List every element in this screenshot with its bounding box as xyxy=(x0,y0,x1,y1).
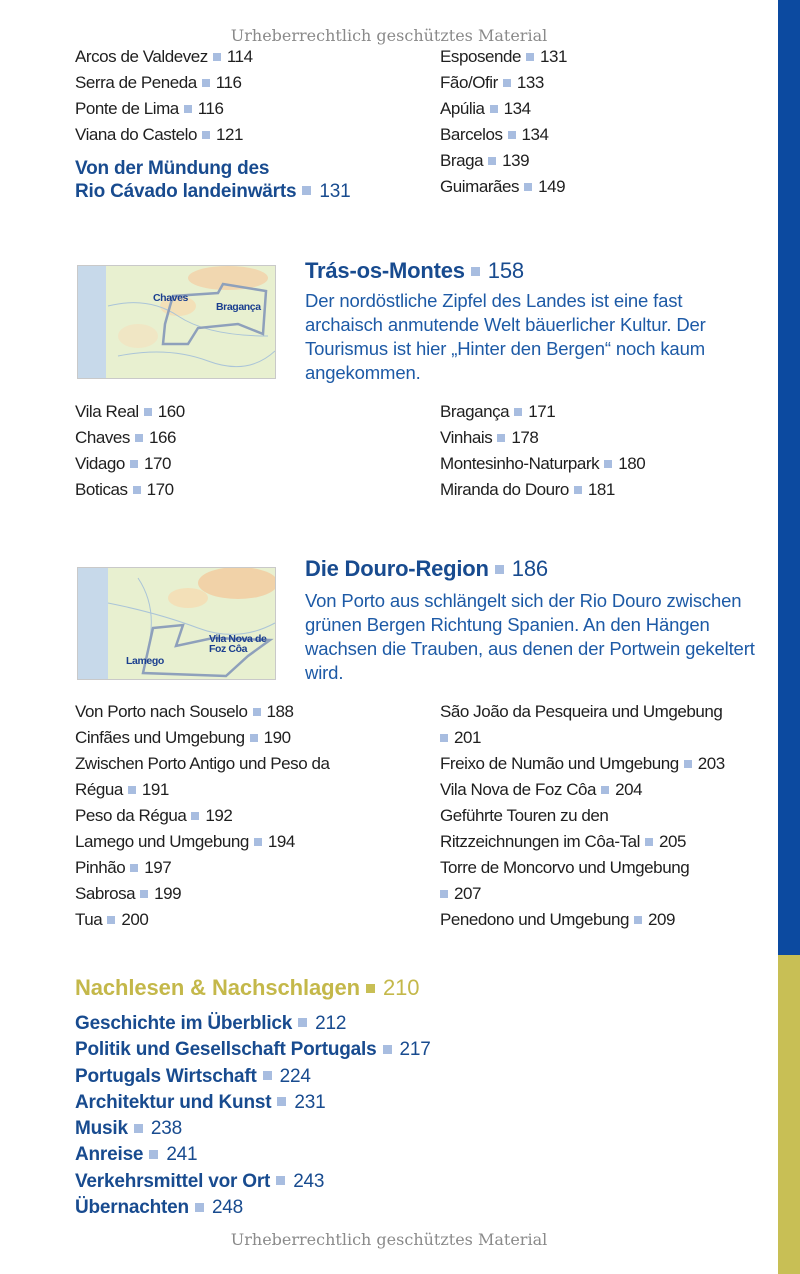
toc-entry xyxy=(75,122,253,148)
entry-page: 204 xyxy=(615,780,643,799)
toc-entry xyxy=(440,803,725,855)
appendix-entry xyxy=(75,1037,431,1063)
section2-left-list xyxy=(75,699,330,933)
toc-entry xyxy=(75,477,185,503)
entry-page: 199 xyxy=(154,884,182,903)
toc-entry xyxy=(440,96,567,122)
toc-entry xyxy=(75,451,185,477)
toc-entry xyxy=(440,174,567,200)
top-right-list xyxy=(440,44,567,200)
entry-title: Torre de Moncorvo und Umgebung xyxy=(440,858,690,877)
square-bullet-icon xyxy=(253,708,261,716)
square-bullet-icon xyxy=(149,1150,158,1159)
square-bullet-icon xyxy=(302,186,311,195)
toc-entry xyxy=(440,907,725,933)
entry-page: 133 xyxy=(516,73,544,92)
map-label-vila-nova: Vila Nova de Foz Côa xyxy=(209,633,267,655)
toc-entry xyxy=(440,751,725,777)
entry-page: 205 xyxy=(658,832,686,851)
entry-title: Braga xyxy=(440,151,484,170)
square-bullet-icon xyxy=(134,1124,143,1133)
entry-page: 243 xyxy=(293,1170,325,1192)
square-bullet-icon xyxy=(471,267,480,276)
square-bullet-icon xyxy=(574,486,582,494)
square-bullet-icon xyxy=(526,53,534,61)
entry-title: Übernachten xyxy=(75,1197,189,1219)
square-bullet-icon xyxy=(383,1045,392,1054)
map-label-braganca: Bragança xyxy=(216,301,261,313)
square-bullet-icon xyxy=(524,183,532,191)
entry-page: 238 xyxy=(150,1118,182,1140)
toc-entry xyxy=(75,881,330,907)
entry-title: Barcelos xyxy=(440,125,503,144)
entry-title: Penedono und Umgebung xyxy=(440,910,630,929)
entry-title: Geführte Touren zu den xyxy=(440,806,609,825)
entry-title: Politik und Gesellschaft Portugals xyxy=(75,1039,377,1061)
entry-title: Peso da Régua xyxy=(75,806,187,825)
entry-title: Portugals Wirtschaft xyxy=(75,1065,257,1087)
map-tras-os-montes xyxy=(77,265,276,379)
entry-title: Esposende xyxy=(440,47,522,66)
subsection-page: 131 xyxy=(319,181,351,202)
toc-entry xyxy=(440,777,725,803)
watermark-top: Urheberrechtlich geschütztes Material xyxy=(230,26,548,45)
square-bullet-icon xyxy=(277,1097,286,1106)
entry-page: 181 xyxy=(587,480,615,499)
subsection-line2: Rio Cávado landeinwärts xyxy=(75,181,297,202)
square-bullet-icon xyxy=(144,408,152,416)
toc-entry xyxy=(75,907,330,933)
entry-page: 201 xyxy=(454,728,482,747)
toc-entry xyxy=(75,751,330,803)
square-bullet-icon xyxy=(128,786,136,794)
toc-entry xyxy=(75,44,253,70)
toc-entry xyxy=(440,451,645,477)
square-bullet-icon xyxy=(684,760,692,768)
entry-page: 188 xyxy=(266,702,294,721)
entry-title: Architektur und Kunst xyxy=(75,1091,272,1113)
entry-page: 166 xyxy=(148,428,176,447)
entry-page: 209 xyxy=(648,910,676,929)
entry-page: 121 xyxy=(215,125,243,144)
square-bullet-icon xyxy=(202,79,210,87)
square-bullet-icon xyxy=(184,105,192,113)
entry-title: Zwischen Porto Antigo und Peso da xyxy=(75,754,330,773)
entry-title: Vila Real xyxy=(75,402,139,421)
section-title-douro xyxy=(305,556,548,582)
entry-page: 116 xyxy=(215,73,242,92)
square-bullet-icon xyxy=(213,53,221,61)
section1-left-list xyxy=(75,399,185,503)
square-bullet-icon xyxy=(495,565,504,574)
toc-entry xyxy=(440,477,645,503)
entry-title: Sabrosa xyxy=(75,884,136,903)
entry-title: Anreise xyxy=(75,1144,144,1166)
map-label-chaves: Chaves xyxy=(153,292,188,304)
appendix-list xyxy=(75,1011,431,1221)
toc-entry xyxy=(75,803,330,829)
appendix-page: 210 xyxy=(382,975,420,1000)
entry-title: Miranda do Douro xyxy=(440,480,569,499)
square-bullet-icon xyxy=(254,838,262,846)
watermark-bottom: Urheberrechtlich geschütztes Material xyxy=(230,1230,548,1249)
entry-page: 171 xyxy=(528,402,556,421)
entry-page: 139 xyxy=(502,151,530,170)
entry-title: Régua xyxy=(75,780,123,799)
entry-title: Musik xyxy=(75,1118,128,1140)
square-bullet-icon xyxy=(645,838,653,846)
square-bullet-icon xyxy=(514,408,522,416)
toc-entry xyxy=(75,399,185,425)
entry-title: Pinhão xyxy=(75,858,126,877)
entry-title: Ritzzeichnungen im Côa-Tal xyxy=(440,832,640,851)
entry-page: 217 xyxy=(399,1039,431,1061)
entry-page: 180 xyxy=(618,454,646,473)
entry-title: Montesinho-Naturpark xyxy=(440,454,600,473)
square-bullet-icon xyxy=(490,105,498,113)
toc-entry xyxy=(75,70,253,96)
entry-page: 207 xyxy=(454,884,482,903)
square-bullet-icon xyxy=(130,460,138,468)
square-bullet-icon xyxy=(634,916,642,924)
entry-page: 241 xyxy=(166,1144,198,1166)
square-bullet-icon xyxy=(604,460,612,468)
section-title-tras-os-montes xyxy=(305,258,524,284)
toc-entry xyxy=(440,70,567,96)
entry-page: 194 xyxy=(267,832,295,851)
entry-title: Fão/Ofir xyxy=(440,73,498,92)
square-bullet-icon xyxy=(195,1203,204,1212)
appendix-entry xyxy=(75,1142,431,1168)
entry-page: 248 xyxy=(211,1197,244,1219)
square-bullet-icon xyxy=(250,734,258,742)
toc-entry xyxy=(440,399,645,425)
section-title-text: Trás-os-Montes xyxy=(305,258,465,283)
entry-page: 116 xyxy=(197,99,224,118)
entry-title: Vidago xyxy=(75,454,125,473)
entry-title: Vinhais xyxy=(440,428,493,447)
section1-right-list xyxy=(440,399,645,503)
toc-entry xyxy=(75,725,330,751)
subsection-heading xyxy=(75,157,350,203)
entry-title: Arcos de Valdevez xyxy=(75,47,208,66)
toc-entry xyxy=(440,855,725,907)
entry-title: Tua xyxy=(75,910,103,929)
entry-title: Boticas xyxy=(75,480,128,499)
entry-title: Ponte de Lima xyxy=(75,99,179,118)
square-bullet-icon xyxy=(276,1176,285,1185)
entry-title: Viana do Castelo xyxy=(75,125,197,144)
entry-page: 134 xyxy=(521,125,549,144)
toc-entry xyxy=(75,829,330,855)
entry-page: 191 xyxy=(141,780,169,799)
section-description: Der nordöstliche Zipfel des Landes ist eine fast archaisch anmutende Welt bäuerlicher Kultur. Der Tourismus ist hier „Hinter den Bergen“ noch kaum angekommen. xyxy=(305,290,706,383)
subsection-line1: Von der Mündung des xyxy=(75,158,270,179)
entry-title: Bragança xyxy=(440,402,510,421)
entry-page: 170 xyxy=(143,454,171,473)
appendix-entry xyxy=(75,1011,431,1037)
toc-entry xyxy=(440,122,567,148)
section-description: Von Porto aus schlängelt sich der Rio Douro zwischen grünen Bergen Richtung Spanien. An den Hängen wachsen die Trauben, aus denen der Portwein gekeltert wird. xyxy=(305,590,755,683)
entry-page: 114 xyxy=(226,47,253,66)
entry-page: 170 xyxy=(146,480,174,499)
toc-entry xyxy=(440,44,567,70)
toc-entry xyxy=(440,425,645,451)
chapter-tab-blue xyxy=(778,0,800,955)
toc-entry xyxy=(75,96,253,122)
appendix-entry xyxy=(75,1116,431,1142)
entry-title: Serra de Peneda xyxy=(75,73,197,92)
entry-title: Apúlia xyxy=(440,99,485,118)
entry-title: Chaves xyxy=(75,428,130,447)
square-bullet-icon xyxy=(191,812,199,820)
entry-page: 149 xyxy=(538,177,566,196)
map-douro-region xyxy=(77,567,276,680)
entry-title: Verkehrsmittel vor Ort xyxy=(75,1170,271,1192)
toc-entry xyxy=(75,855,330,881)
entry-page: 134 xyxy=(503,99,531,118)
square-bullet-icon xyxy=(263,1071,272,1080)
toc-entry xyxy=(75,425,185,451)
section-page: 186 xyxy=(511,556,548,581)
entry-title: Lamego und Umgebung xyxy=(75,832,249,851)
entry-title: Guimarães xyxy=(440,177,520,196)
square-bullet-icon xyxy=(298,1018,307,1027)
square-bullet-icon xyxy=(366,984,375,993)
square-bullet-icon xyxy=(140,890,148,898)
square-bullet-icon xyxy=(202,131,210,139)
square-bullet-icon xyxy=(488,157,496,165)
entry-page: 224 xyxy=(279,1065,311,1087)
toc-entry xyxy=(440,148,567,174)
entry-page: 160 xyxy=(157,402,185,421)
entry-page: 178 xyxy=(511,428,539,447)
square-bullet-icon xyxy=(440,890,448,898)
entry-title: Geschichte im Überblick xyxy=(75,1013,293,1034)
square-bullet-icon xyxy=(601,786,609,794)
entry-page: 192 xyxy=(205,806,233,825)
appendix-title: Nachlesen & Nachschlagen xyxy=(75,975,360,1000)
square-bullet-icon xyxy=(107,916,115,924)
section-title-text: Die Douro-Region xyxy=(305,556,489,581)
entry-title: Cinfães und Umgebung xyxy=(75,728,245,747)
toc-entry xyxy=(440,699,725,751)
appendix-entry xyxy=(75,1195,431,1221)
square-bullet-icon xyxy=(503,79,511,87)
entry-title: Von Porto nach Souselo xyxy=(75,702,248,721)
entry-page: 200 xyxy=(121,910,149,929)
entry-page: 203 xyxy=(697,754,725,773)
entry-page: 197 xyxy=(144,858,172,877)
square-bullet-icon xyxy=(508,131,516,139)
toc-entry xyxy=(75,699,330,725)
square-bullet-icon xyxy=(130,864,138,872)
entry-page: 212 xyxy=(315,1013,347,1034)
appendix-entry xyxy=(75,1169,431,1195)
square-bullet-icon xyxy=(497,434,505,442)
appendix-entry xyxy=(75,1090,431,1116)
square-bullet-icon xyxy=(440,734,448,742)
section-page: 158 xyxy=(487,258,524,283)
section2-right-list xyxy=(440,699,725,933)
entry-page: 190 xyxy=(263,728,291,747)
entry-page: 231 xyxy=(294,1091,326,1113)
map-label-lamego: Lamego xyxy=(126,655,164,667)
square-bullet-icon xyxy=(133,486,141,494)
entry-title: Freixo de Numão und Umgebung xyxy=(440,754,679,773)
appendix-heading xyxy=(75,975,419,1001)
top-left-list xyxy=(75,44,253,148)
chapter-tab-yellow xyxy=(778,955,800,1274)
entry-page: 131 xyxy=(540,47,568,66)
entry-title: Vila Nova de Foz Côa xyxy=(440,780,597,799)
square-bullet-icon xyxy=(135,434,143,442)
appendix-entry xyxy=(75,1064,431,1090)
entry-title: São João da Pesqueira und Umgebung xyxy=(440,702,723,721)
